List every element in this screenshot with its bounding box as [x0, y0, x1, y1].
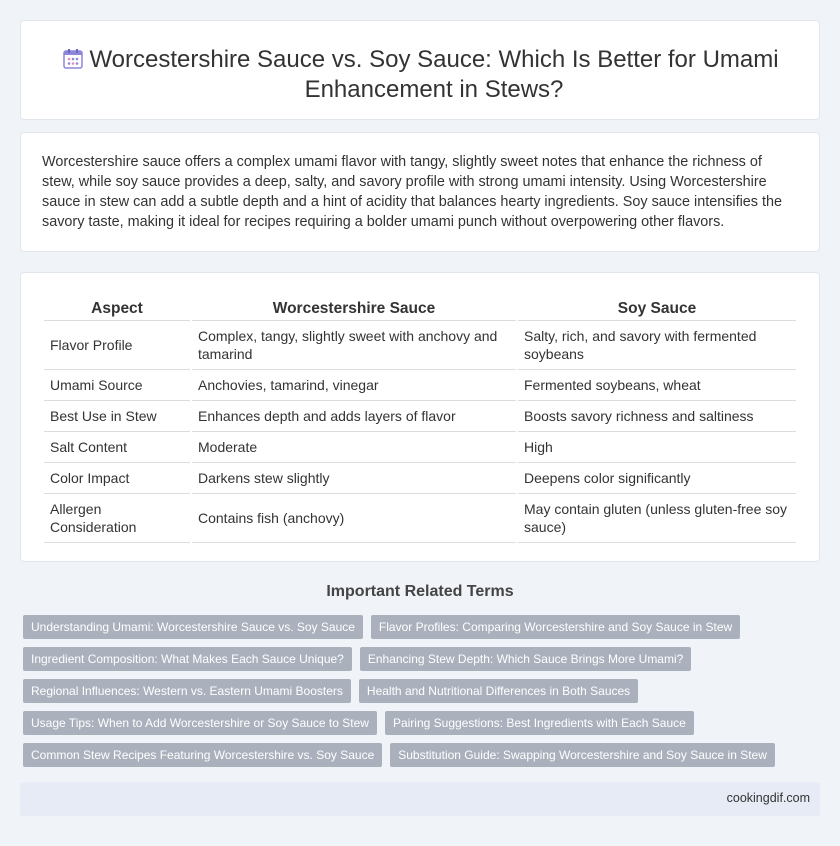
table-cell: Fermented soybeans, wheat	[518, 370, 796, 401]
table-cell: Deepens color significantly	[518, 463, 796, 494]
table-row	[44, 494, 796, 543]
intro-paragraph: Worcestershire sauce offers a complex umami flavor with tangy, slightly sweet notes that enhance the richness of stew, while soy sauce provides a deep, salty, and savory profile with strong umami intensity. Using Worcestershire sauce in stew can add a subtle depth and a hint of acidity that balances hearty ingredients. Soy sauce intensifies the savory taste, making it ideal for recipes requiring a bolder umami punch without overpowering other flavors.	[42, 154, 782, 230]
table-cell: Complex, tangy, slightly sweet with anchovy and tamarind	[192, 321, 516, 370]
table-row	[44, 401, 796, 432]
table-cell: High	[518, 432, 796, 463]
tag-row	[23, 615, 803, 639]
table-cell: Best Use in Stew	[44, 401, 190, 432]
table-cell: Salt Content	[44, 432, 190, 463]
comparison-table	[42, 296, 798, 543]
table-cell: Enhances depth and adds layers of flavor	[192, 401, 516, 432]
table-cell: Anchovies, tamarind, vinegar	[192, 370, 516, 401]
related-terms-list	[23, 615, 803, 775]
table-cell: Contains fish (anchovy)	[192, 494, 516, 543]
tag-row	[23, 647, 803, 671]
footer-site-link[interactable]: cookingdif.com	[726, 791, 810, 805]
table-cell: May contain gluten (unless gluten-free soy sauce)	[518, 494, 796, 543]
header-card	[20, 20, 820, 120]
related-term-link[interactable]: Ingredient Composition: What Makes Each Sauce Unique?	[23, 647, 352, 671]
column-header-soy: Soy Sauce	[518, 296, 796, 321]
table-cell: Color Impact	[44, 463, 190, 494]
table-cell: Salty, rich, and savory with fermented soybeans	[518, 321, 796, 370]
tag-row	[23, 711, 803, 735]
related-term-link[interactable]: Understanding Umami: Worcestershire Sauce vs. Soy Sauce	[23, 615, 363, 639]
tag-row	[23, 743, 803, 767]
intro-card	[20, 132, 820, 252]
related-term-link[interactable]: Flavor Profiles: Comparing Worcestershire and Soy Sauce in Stew	[371, 615, 740, 639]
table-header-row	[44, 296, 796, 321]
related-term-link[interactable]: Health and Nutritional Differences in Both Sauces	[359, 679, 638, 703]
table-row	[44, 321, 796, 370]
table-row	[44, 463, 796, 494]
related-term-link[interactable]: Substitution Guide: Swapping Worcestershire and Soy Sauce in Stew	[390, 743, 775, 767]
column-header-aspect: Aspect	[44, 296, 190, 321]
table-cell: Umami Source	[44, 370, 190, 401]
related-term-link[interactable]: Regional Influences: Western vs. Eastern Umami Boosters	[23, 679, 351, 703]
table-cell: Darkens stew slightly	[192, 463, 516, 494]
table-cell: Allergen Consideration	[44, 494, 190, 543]
column-header-worcestershire: Worcestershire Sauce	[192, 296, 516, 321]
table-row	[44, 370, 796, 401]
related-term-link[interactable]: Enhancing Stew Depth: Which Sauce Brings More Umami?	[360, 647, 691, 671]
related-terms-heading: Important Related Terms	[326, 583, 514, 600]
tag-row	[23, 679, 803, 703]
comparison-table-card	[20, 272, 820, 562]
table-cell: Moderate	[192, 432, 516, 463]
table-cell: Flavor Profile	[44, 321, 190, 370]
footer	[20, 782, 820, 816]
related-term-link[interactable]: Usage Tips: When to Add Worcestershire or Soy Sauce to Stew	[23, 711, 377, 735]
table-row	[44, 432, 796, 463]
table-cell: Boosts savory richness and saltiness	[518, 401, 796, 432]
related-term-link[interactable]: Pairing Suggestions: Best Ingredients with Each Sauce	[385, 711, 694, 735]
related-term-link[interactable]: Common Stew Recipes Featuring Worcestershire vs. Soy Sauce	[23, 743, 382, 767]
page-title: Worcestershire Sauce vs. Soy Sauce: Which Is Better for Umami Enhancement in Stews?	[89, 46, 779, 103]
